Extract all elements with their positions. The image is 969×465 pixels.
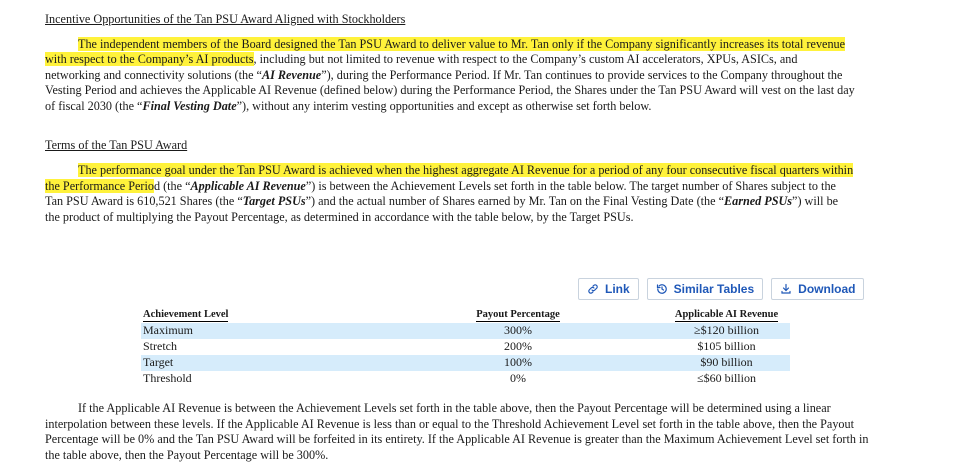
table-cell: $90 billion <box>663 355 790 371</box>
payout-table <box>141 307 790 387</box>
table-cell: ≤$60 billion <box>697 370 756 385</box>
section-heading-incentive: Incentive Opportunities of the Tan PSU Award Aligned with Stockholders <box>45 12 406 26</box>
table-row <box>141 323 790 339</box>
paragraph-incentive: The independent members of the Board designed the Tan PSU Award to deliver value to Mr. Tan only if the Company significantly increases its total revenue with respect to the Company’s AI products, including but not limited to revenue with respect to the Company’s custom AI accelerators, XPUs, ASICs, and networking and connectivity solutions (the “AI Revenue”), during the Performance Period. If Mr. Tan continues to provide services to the Company throughout the Vesting Period and achieves the Applicable AI Revenue (defined below) during the Performance Period, the Shares under the Tan PSU Award will vest on the last day of fiscal 2030 (the “Final Vesting Date”), without any interim vesting opportunities and except as otherwise set forth below. <box>45 36 855 113</box>
column-header: Payout Percentage <box>476 309 560 320</box>
paragraph-terms: The performance goal under the Tan PSU Award is achieved when the highest aggregate AI Revenue for a period of any four consecutive fiscal quarters within the Performance Period (the “Applicable AI Revenue”) is between the Achievement Levels set forth in the table below. The target number of Shares subject to the Tan PSU Award is 610,521 Shares (the “Target PSUs”) and the actual number of Shares earned by Mr. Tan on the Final Vesting Date (the “Earned PSUs”) will be the product of multiplying the Payout Percentage, as determined in accordance with the table below, by the Target PSUs. <box>45 163 854 224</box>
document-body-continued <box>45 401 875 463</box>
table-cell: $105 billion <box>697 338 756 353</box>
column-header: Applicable AI Revenue <box>674 309 779 320</box>
table-row <box>141 355 790 371</box>
table-cell: Maximum <box>141 323 373 339</box>
table-header-row <box>141 307 790 323</box>
table-cell: 200% <box>504 338 532 353</box>
table-row <box>141 371 790 387</box>
table-cell: 100% <box>373 355 663 371</box>
defined-term: Target PSUs <box>242 194 306 209</box>
download-icon <box>780 283 792 295</box>
link-icon <box>587 283 599 295</box>
table-cell: Stretch <box>143 338 177 353</box>
link-button-label: Link <box>605 282 630 296</box>
column-header: Achievement Level <box>143 309 229 320</box>
table-cell: Threshold <box>143 370 192 385</box>
defined-term: Applicable AI Revenue <box>190 178 306 193</box>
defined-term: Earned PSUs <box>723 194 793 209</box>
table-cell: 300% <box>373 323 663 339</box>
history-icon <box>656 283 668 295</box>
document-body <box>45 12 855 226</box>
table-actions <box>578 278 864 300</box>
defined-term: Final Vesting Date <box>142 98 237 113</box>
table-cell: Target <box>141 355 373 371</box>
similar-tables-label: Similar Tables <box>673 282 755 296</box>
section-heading-terms: Terms of the Tan PSU Award <box>45 137 188 152</box>
download-label: Download <box>798 282 856 296</box>
paragraph-interpolation: If the Applicable AI Revenue is between the Achievement Levels set forth in the table above, then the Payout Percentage will be determined using a linear interpolation between these levels. If the Applicable AI Revenue is less than or equal to the Threshold Achievement Level set forth in the table above, then the Payout Percentage will be 0% and the Tan PSU Award will be forfeited in its entirety. If the Applicable AI Revenue is greater than the Maximum Achievement Level set forth in the table above, then the Payout Percentage will be 300%. <box>45 401 869 462</box>
highlighted-text: The performance goal under the Tan PSU Award is achieved when the highest aggregate AI Revenue for a period of any four consecutive fiscal quarters within the Performance Perio <box>45 163 854 193</box>
highlighted-text: The independent members of the Board designed the Tan PSU Award to deliver value to Mr. Tan only if the Company significantly increases its total revenue with respect to the Company’s AI products <box>45 36 846 67</box>
download-button[interactable] <box>771 278 864 300</box>
table-cell: ≥$120 billion <box>663 323 790 339</box>
similar-tables-button[interactable] <box>647 278 763 300</box>
table-cell: 0% <box>510 370 526 385</box>
table-row <box>141 339 790 355</box>
defined-term: AI Revenue <box>261 67 322 82</box>
link-button[interactable] <box>578 278 639 300</box>
